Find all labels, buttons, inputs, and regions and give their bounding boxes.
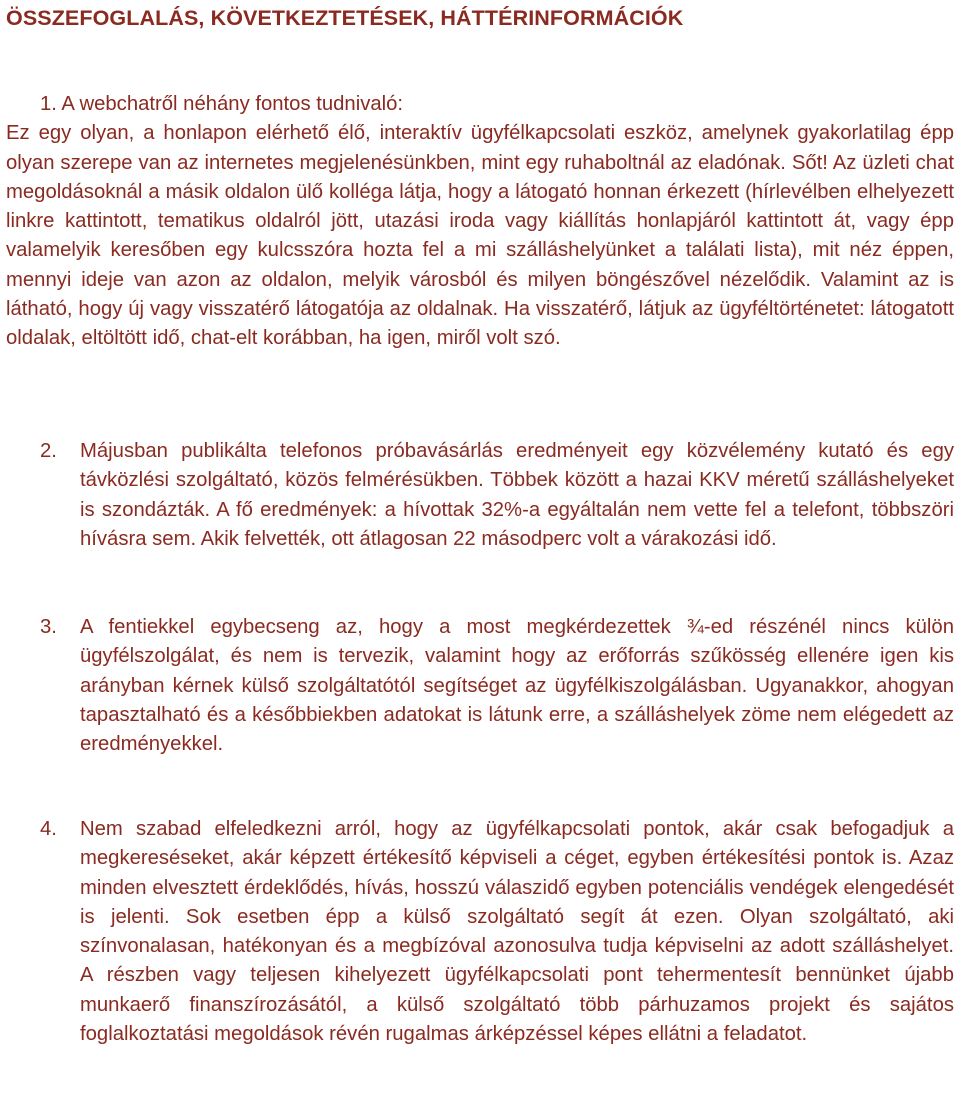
list-item-4-number: 4. xyxy=(40,818,57,840)
list-item-4-body: Nem szabad elfeledkezni arról, hogy az ügyfélkapcsolati pontok, akár csak befogadjuk a megkereséseket, akár képzett értékesítő képviseli a céget, egyben értékesítési pontok is. Azaz minden elvesztett érdeklődés, hívás, hosszú válaszidő egyben potenciális vendégek elengedését is jelenti. Sok esetben épp a külső szolgáltató segít át ezen. Olyan szolgáltató, aki színvonalasan, hatékonyan és a megbízóval azonosulva tudja képviselni az adott szálláshelyet. A részben vagy teljesen kihelyezett ügyfélkapcsolati pont tehermentesít bennünket újabb munkaerő finanszírozásától, a külső szolgáltató több párhuzamos projekt és sajátos foglalkoztatási megoldások révén rugalmas árképzéssel képes ellátni a feladatot. xyxy=(80,818,954,1046)
list-item-1-text xyxy=(6,90,954,354)
list-item-3 xyxy=(6,613,954,759)
page-title: ÖSSZEFOGLALÁS, KÖVETKEZTETÉSEK, HÁTTÉRINFORMÁCIÓK xyxy=(6,6,684,30)
list-item-3-body: A fentiekkel egybecseng az, hogy a most megkérdezettek ¾-ed részénél nincs külön ügyfélszolgálat, és nem is tervezik, valamint hogy az erőforrás szűkösség ellenére igen kis arányban kérnek külső szolgáltatótól segítséget az ügyfélkiszolgálásban. Ugyanakkor, ahogyan tapasztalható és a későbbiekben adatokat is látunk erre, a szálláshelyek zöme nem elégedett az eredményekkel. xyxy=(80,616,954,756)
list-item-2-body: Májusban publikálta telefonos próbavásárlás eredményeit egy közvélemény kutató és egy távközlési szolgáltató, közös felmérésükben. Többek között a hazai KKV méretű szálláshelyeket is szondázták. A fő eredmények: a hívottak 32%-a egyáltalán nem vette fel a telefont, többszöri hívásra sem. Akik felvették, ott átlagosan 22 másodperc volt a várakozási idő. xyxy=(80,440,954,550)
list-item-1-body: Ez egy olyan, a honlapon elérhető élő, interaktív ügyfélkapcsolati eszköz, amelynek gyakorlatilag épp olyan szerepe van az internetes megjelenésünkben, mint egy ruhaboltnál az eladónak. Sőt! Az üzleti chat megoldásoknál a másik oldalon ülő kolléga látja, hogy a látogató honnan érkezett (hírlevélben elhelyezett linkre kattintott, tematikus oldalról jött, utazási iroda vagy kiállítás honlapjáról kattintott át, vagy épp valamelyik keresőben egy kulcsszóra hozta fel a mi szálláshelyünket a találati lista), mit néz éppen, mennyi ideje van azon az oldalon, melyik városból és milyen böngészővel nézelődik. Valamint az is látható, hogy új vagy visszatérő látogatója az oldalnak. Ha visszatérő, látjuk az ügyféltörténetet: látogatott oldalak, eltöltött idő, chat-elt korábban, ha igen, miről volt szó. xyxy=(6,122,954,350)
list-item-3-number: 3. xyxy=(40,616,57,638)
list-item-4 xyxy=(6,815,954,1049)
list-item-2-number: 2. xyxy=(40,440,57,462)
list-item-1-lead: 1. A webchatről néhány fontos tudnivaló: xyxy=(40,93,404,115)
list-item-2 xyxy=(6,437,954,554)
list-item-1 xyxy=(6,90,954,354)
